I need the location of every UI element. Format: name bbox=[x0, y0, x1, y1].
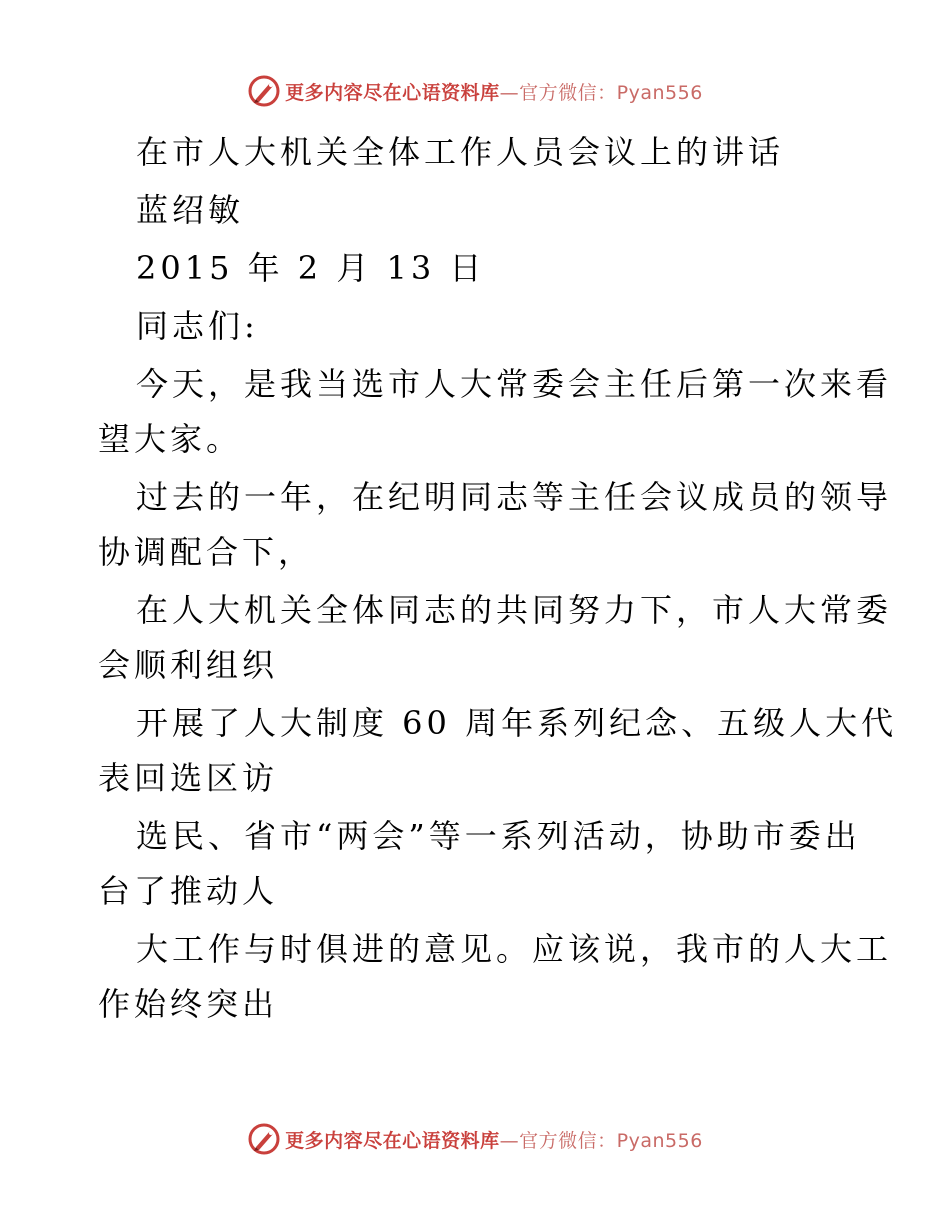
document-author: 蓝绍敏 bbox=[136, 191, 245, 229]
paragraph-line: 台了推动人 bbox=[98, 872, 279, 910]
paragraph-line: 选民、省市“两会”等一系列活动，协助市委出 bbox=[136, 817, 861, 855]
watermark-text: 更多内容尽在心语资料库—官方微信：Pyan556 bbox=[285, 1129, 703, 1152]
paragraph-line: 过去的一年，在纪明同志等主任会议成员的领导 bbox=[136, 478, 893, 516]
document-date: 2015 年 2 月 13 日 bbox=[136, 249, 486, 287]
paragraph-line: 作始终突出 bbox=[98, 985, 279, 1023]
document-body bbox=[98, 123, 898, 1033]
paragraph-line: 表回选区访 bbox=[98, 759, 279, 797]
document-greeting: 同志们: bbox=[136, 307, 259, 345]
paragraph-line: 会顺利组织 bbox=[98, 646, 279, 684]
footer-watermark bbox=[0, 1119, 950, 1159]
document-title: 在市人大机关全体工作人员会议上的讲话 bbox=[136, 133, 785, 171]
pen-logo-icon bbox=[247, 74, 281, 108]
paragraph-line: 开展了人大制度 60 周年系列纪念、五级人大代 bbox=[136, 704, 898, 742]
pen-logo-icon bbox=[247, 1122, 281, 1156]
paragraph-line: 今天，是我当选市人大常委会主任后第一次来看 bbox=[136, 365, 893, 403]
watermark-text: 更多内容尽在心语资料库—官方微信：Pyan556 bbox=[285, 81, 703, 104]
paragraph-line: 在人大机关全体同志的共同努力下，市人大常委 bbox=[136, 591, 893, 629]
paragraph-line: 望大家。 bbox=[98, 420, 243, 458]
paragraph-line: 大工作与时俱进的意见。应该说，我市的人大工 bbox=[136, 930, 893, 968]
header-watermark bbox=[0, 71, 950, 111]
paragraph-line: 协调配合下， bbox=[98, 533, 315, 571]
